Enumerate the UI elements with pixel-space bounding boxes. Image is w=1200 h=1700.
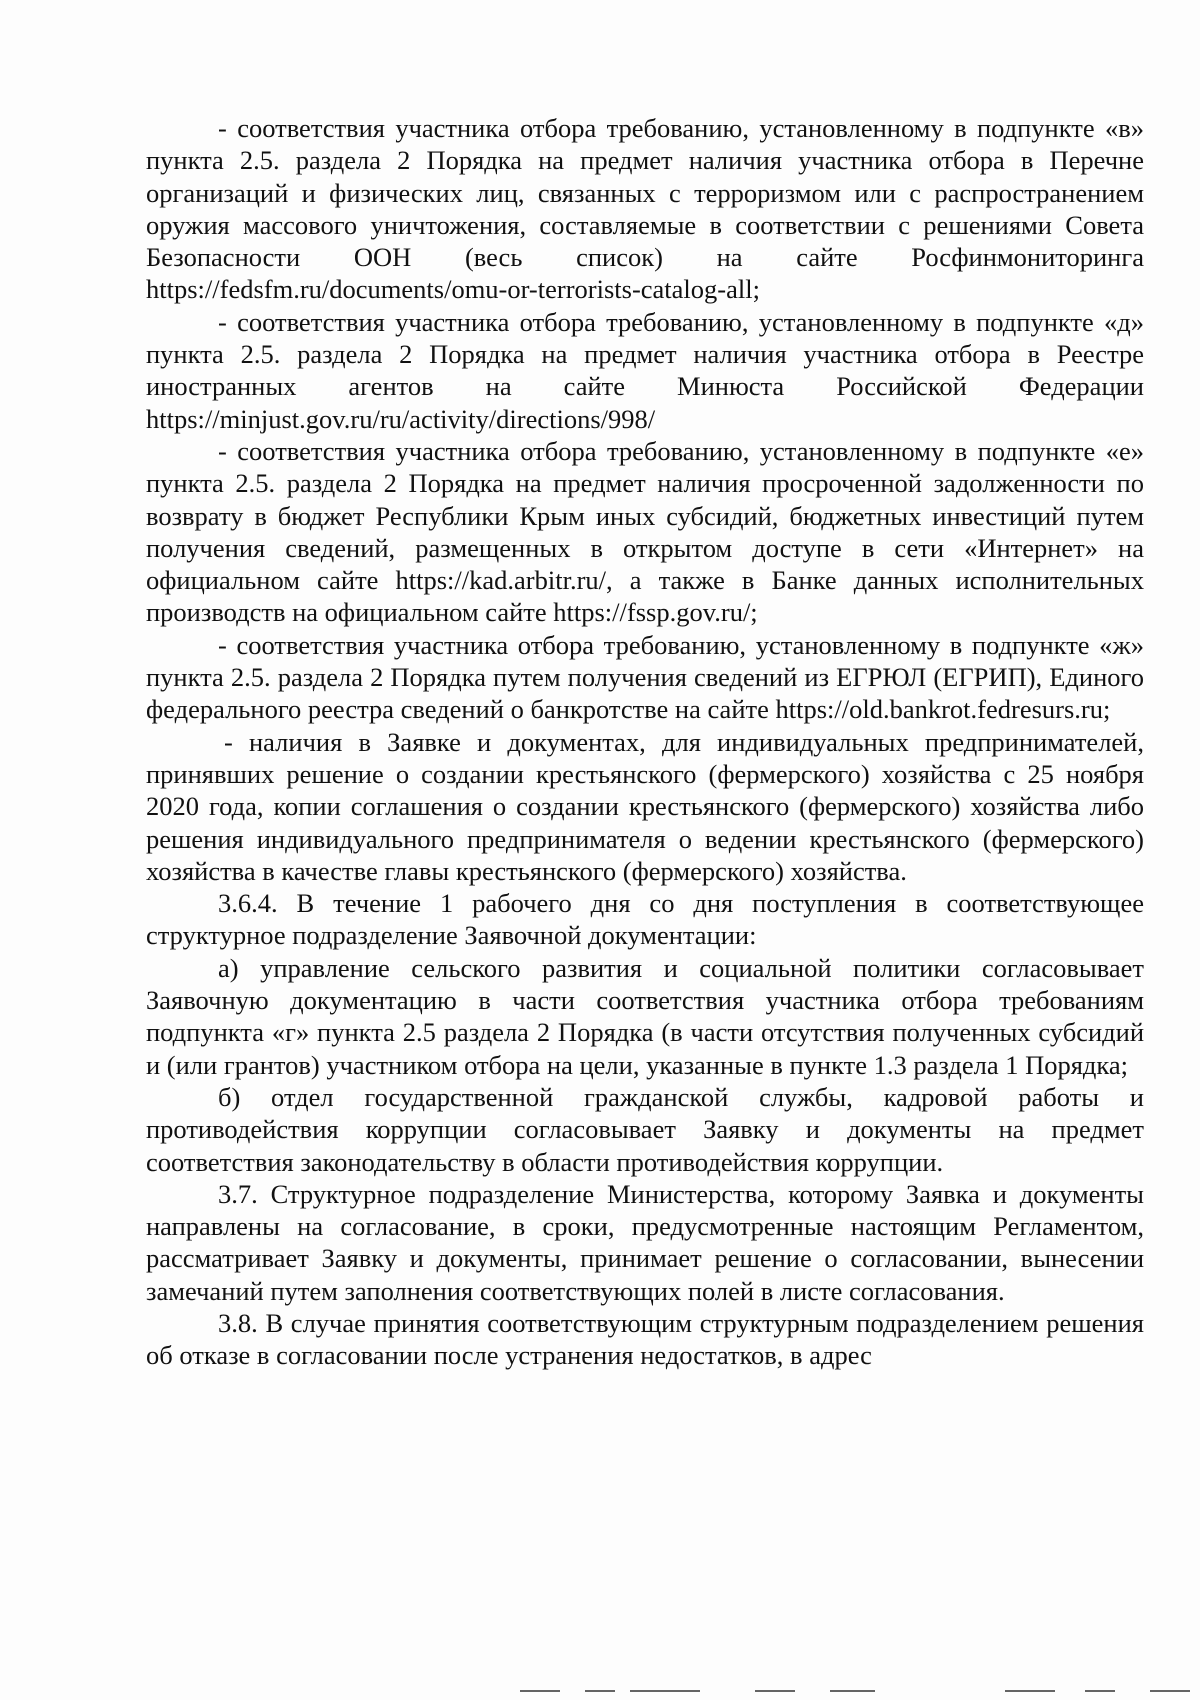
- paragraph-3-6-4-a: а) управление сельского развития и социальной политики согласовывает Заявочную документацию в части соответствия участника отбора требованиям подпункта «г» пункта 2.5 раздела 2 Порядка (в части отсутствия полученных субсидий и (или грантов) участником отбора на цели, указанные в пункте 1.3 раздела 1 Порядка;: [146, 952, 1144, 1080]
- paragraph-check-terrorism-list: - соответствия участника отбора требованию, установленному в подпункте «в» пункта 2.5. раздела 2 Порядка на предмет наличия участника отбора в Перечне организаций и физических лиц, связанных с терроризмом или с распространением оружия массового уничтожения, составляемые в соответствии с решениями Совета Безопасности ООН (весь список) на сайте Росфинмониторинга https://fedsfm.ru/documents/omu-or-terrorists-catalog-all;: [146, 113, 1144, 305]
- paragraph-3-6-4: 3.6.4. В течение 1 рабочего дня со дня поступления в соответствующее структурное подразделение Заявочной документации:: [146, 888, 1144, 951]
- scan-artifact-line: [585, 1690, 615, 1692]
- paragraph-check-foreign-agents: - соответствия участника отбора требованию, установленному в подпункте «д» пункта 2.5. раздела 2 Порядка на предмет наличия участника отбора в Реестре иностранных агентов на сайте Минюста Российской Федерации https://minjust.gov.ru/ru/activity/directions/998/: [146, 306, 1144, 434]
- scan-artifact-line: [1085, 1690, 1115, 1692]
- scan-artifact-line: [755, 1690, 795, 1692]
- paragraph-3-6-4-b: б) отдел государственной гражданской службы, кадровой работы и противодействия коррупции согласовывает Заявку и документы на предмет соответствия законодательству в области противодействия коррупции.: [146, 1081, 1144, 1177]
- scan-artifact-line: [1150, 1690, 1190, 1692]
- paragraph-3-7: 3.7. Структурное подразделение Министерства, которому Заявка и документы направлены на согласование, в сроки, предусмотренные настоящим Регламентом, рассматривает Заявку и документы, принимает решение о согласовании, вынесении замечаний путем заполнения соответствующих полей в листе согласования.: [146, 1178, 1144, 1306]
- scan-artifact-line: [520, 1690, 560, 1692]
- paragraph-farm-agreement: - наличия в Заявке и документах, для индивидуальных предпринимателей, принявших решение о создании крестьянского (фермерского) хозяйства с 25 ноября 2020 года, копии соглашения о создании крестьянского (фермерского) хозяйства либо решения индивидуального предпринимателя о ведении крестьянского (фермерского) хозяйства в качестве главы крестьянского (фермерского) хозяйства.: [146, 726, 1144, 886]
- document-body: [146, 112, 1144, 1372]
- scan-artifact-line: [630, 1690, 700, 1692]
- scan-artifact-line: [1005, 1690, 1055, 1692]
- paragraph-check-overdue-debt: - соответствия участника отбора требованию, установленному в подпункте «е» пункта 2.5. раздела 2 Порядка на предмет наличия просроченной задолженности по возврату в бюджет Республики Крым иных субсидий, бюджетных инвестиций путем получения сведений, размещенных в открытом доступе в сети «Интернет» на официальном сайте https://kad.arbitr.ru/, а также в Банке данных исполнительных производств на официальном сайте https://fssp.gov.ru/;: [146, 435, 1144, 628]
- scan-artifact-line: [830, 1690, 875, 1692]
- paragraph-check-bankruptcy: - соответствия участника отбора требованию, установленному в подпункте «ж» пункта 2.5. раздела 2 Порядка путем получения сведений из ЕГРЮЛ (ЕГРИП), Единого федерального реестра сведений о банкротстве на сайте https://old.bankrot.fedresurs.ru;: [146, 629, 1144, 725]
- paragraph-3-8: 3.8. В случае принятия соответствующим структурным подразделением решения об отказе в согласовании после устранения недостатков, в адрес: [146, 1307, 1144, 1371]
